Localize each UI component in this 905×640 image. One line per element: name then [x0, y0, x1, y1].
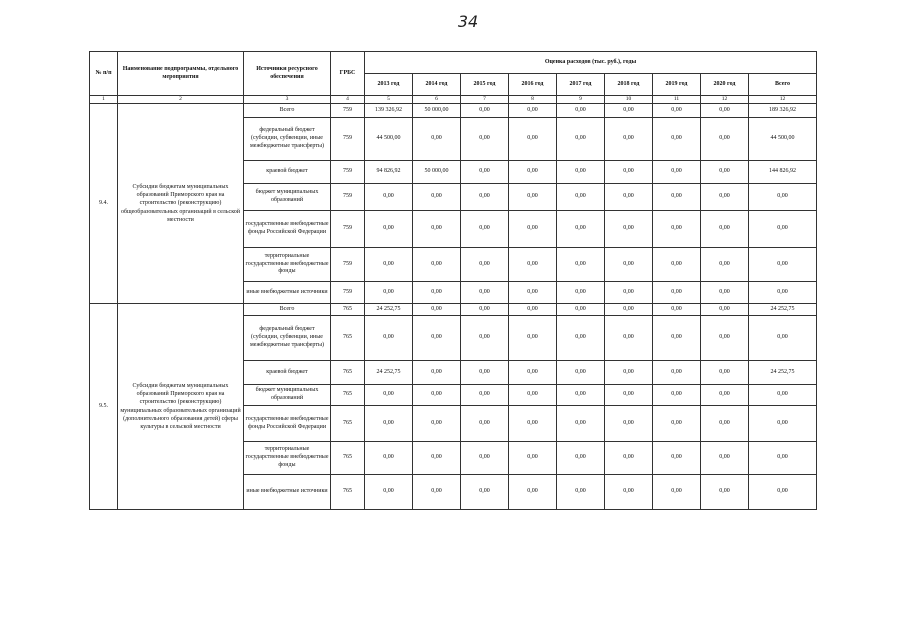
value-cell: 0,00 — [365, 248, 413, 282]
column-number: 7 — [461, 96, 509, 104]
value-cell: 0,00 — [461, 248, 509, 282]
header-num: № п/п — [90, 52, 118, 96]
value-cell: 0,00 — [413, 316, 461, 361]
value-cell: 0,00 — [653, 304, 701, 316]
value-cell: 0,00 — [461, 385, 509, 406]
value-cell: 0,00 — [701, 406, 749, 442]
value-cell: 0,00 — [557, 475, 605, 510]
header-year: 2019 год — [653, 74, 701, 96]
source-cell: иные внебюджетные источники — [244, 282, 331, 304]
value-cell: 0,00 — [653, 442, 701, 475]
value-cell: 0,00 — [413, 248, 461, 282]
value-cell: 0,00 — [605, 248, 653, 282]
value-cell: 0,00 — [365, 442, 413, 475]
value-cell: 0,00 — [413, 184, 461, 211]
value-cell: 24 252,75 — [365, 361, 413, 385]
column-number: 12 — [749, 96, 817, 104]
value-cell: 0,00 — [653, 316, 701, 361]
value-cell: 0,00 — [605, 316, 653, 361]
column-number: 9 — [557, 96, 605, 104]
value-cell: 0,00 — [461, 442, 509, 475]
value-cell: 0,00 — [413, 304, 461, 316]
value-cell: 0,00 — [701, 442, 749, 475]
value-cell: 24 252,75 — [365, 304, 413, 316]
header-year: 2018 год — [605, 74, 653, 96]
source-cell: федеральный бюджет (субсидии, субвенции, иные межбюджетные трансферты) — [244, 118, 331, 161]
value-cell: 0,00 — [461, 211, 509, 248]
source-cell: территориальные государственные внебюджетные фонды — [244, 442, 331, 475]
source-cell: краевой бюджет — [244, 161, 331, 184]
value-cell: 0,00 — [509, 161, 557, 184]
column-number: 4 — [331, 96, 365, 104]
group-number: 9.5. — [90, 304, 118, 510]
value-cell: 0,00 — [365, 385, 413, 406]
value-cell: 0,00 — [509, 475, 557, 510]
value-cell: 0,00 — [557, 361, 605, 385]
value-cell: 0,00 — [605, 385, 653, 406]
header-estimate: Оценка расходов (тыс. руб.), годы — [365, 52, 817, 74]
value-cell: 0,00 — [749, 248, 817, 282]
value-cell: 0,00 — [701, 184, 749, 211]
value-cell: 0,00 — [701, 248, 749, 282]
value-cell: 0,00 — [749, 282, 817, 304]
value-cell: 0,00 — [557, 442, 605, 475]
grbs-cell: 759 — [331, 161, 365, 184]
value-cell: 0,00 — [701, 304, 749, 316]
header-year: 2013 год — [365, 74, 413, 96]
grbs-cell: 765 — [331, 316, 365, 361]
value-cell: 0,00 — [749, 385, 817, 406]
value-cell: 0,00 — [557, 184, 605, 211]
value-cell: 0,00 — [653, 211, 701, 248]
value-cell: 0,00 — [461, 118, 509, 161]
value-cell: 0,00 — [653, 361, 701, 385]
table-row — [90, 104, 817, 118]
value-cell: 0,00 — [749, 316, 817, 361]
value-cell: 0,00 — [749, 184, 817, 211]
header-year: 2016 год — [509, 74, 557, 96]
group-name: Субсидии бюджетам муниципальных образований Приморского края на строительство (реконструкцию) муниципальных образовательных организаций (дополнительного образования детей) сферы культуры в сельской местности — [118, 304, 244, 510]
value-cell: 0,00 — [749, 475, 817, 510]
value-cell: 0,00 — [701, 361, 749, 385]
value-cell: 0,00 — [701, 316, 749, 361]
value-cell: 0,00 — [653, 282, 701, 304]
value-cell: 0,00 — [365, 211, 413, 248]
value-cell: 0,00 — [605, 118, 653, 161]
value-cell: 0,00 — [461, 184, 509, 211]
grbs-cell: 765 — [331, 361, 365, 385]
value-cell: 0,00 — [509, 104, 557, 118]
source-cell: федеральный бюджет (субсидии, субвенции, иные межбюджетные трансферты) — [244, 316, 331, 361]
value-cell: 0,00 — [461, 316, 509, 361]
value-cell: 0,00 — [365, 316, 413, 361]
value-cell: 0,00 — [461, 475, 509, 510]
value-cell: 189 326,92 — [749, 104, 817, 118]
column-numbering-row — [90, 96, 817, 104]
value-cell: 0,00 — [461, 361, 509, 385]
header-year: 2017 год — [557, 74, 605, 96]
value-cell: 0,00 — [365, 282, 413, 304]
header-year: 2020 год — [701, 74, 749, 96]
value-cell: 0,00 — [365, 184, 413, 211]
value-cell: 0,00 — [653, 475, 701, 510]
value-cell: 0,00 — [413, 282, 461, 304]
value-cell: 0,00 — [509, 442, 557, 475]
header-grbs: ГРБС — [331, 52, 365, 96]
column-number: 5 — [365, 96, 413, 104]
grbs-cell: 759 — [331, 211, 365, 248]
column-number: 1 — [90, 96, 118, 104]
page-number: 34 — [457, 12, 479, 31]
header-name: Наименование подпрограммы, отдельного мероприятия — [118, 52, 244, 96]
value-cell: 0,00 — [509, 211, 557, 248]
value-cell: 0,00 — [557, 316, 605, 361]
value-cell: 0,00 — [461, 304, 509, 316]
group-9-4 — [90, 104, 817, 304]
value-cell: 144 826,92 — [749, 161, 817, 184]
grbs-cell: 765 — [331, 406, 365, 442]
header-source: Источники ресурсного обеспечения — [244, 52, 331, 96]
column-number: 11 — [653, 96, 701, 104]
table-row — [90, 304, 817, 316]
value-cell: 0,00 — [461, 161, 509, 184]
value-cell: 0,00 — [605, 104, 653, 118]
table-header — [90, 52, 817, 104]
column-number: 12 — [701, 96, 749, 104]
value-cell: 0,00 — [509, 304, 557, 316]
value-cell: 0,00 — [557, 282, 605, 304]
value-cell: 0,00 — [653, 104, 701, 118]
value-cell: 0,00 — [701, 475, 749, 510]
value-cell: 0,00 — [413, 385, 461, 406]
value-cell: 0,00 — [557, 385, 605, 406]
group-name: Субсидии бюджетам муниципальных образований Приморского края на строительство (реконструкцию) общеобразовательных организаций в сельской местности — [118, 104, 244, 304]
value-cell: 0,00 — [557, 211, 605, 248]
value-cell: 0,00 — [413, 211, 461, 248]
grbs-cell: 765 — [331, 385, 365, 406]
column-number: 8 — [509, 96, 557, 104]
value-cell: 94 826,92 — [365, 161, 413, 184]
value-cell: 0,00 — [509, 118, 557, 161]
value-cell: 0,00 — [701, 385, 749, 406]
header-year: 2015 год — [461, 74, 509, 96]
value-cell: 0,00 — [749, 211, 817, 248]
grbs-cell: 759 — [331, 184, 365, 211]
value-cell: 0,00 — [365, 406, 413, 442]
value-cell: 0,00 — [653, 248, 701, 282]
value-cell: 44 500,00 — [749, 118, 817, 161]
source-cell: иные внебюджетные источники — [244, 475, 331, 510]
value-cell: 0,00 — [701, 118, 749, 161]
value-cell: 0,00 — [557, 104, 605, 118]
value-cell: 0,00 — [701, 282, 749, 304]
header-year: 2014 год — [413, 74, 461, 96]
value-cell: 0,00 — [701, 104, 749, 118]
source-cell: государственные внебюджетные фонды Российской Федерации — [244, 211, 331, 248]
value-cell: 24 252,75 — [749, 361, 817, 385]
value-cell: 0,00 — [509, 248, 557, 282]
source-cell: государственные внебюджетные фонды Российской Федерации — [244, 406, 331, 442]
grbs-cell: 759 — [331, 282, 365, 304]
value-cell: 0,00 — [605, 361, 653, 385]
value-cell: 0,00 — [557, 304, 605, 316]
value-cell: 44 500,00 — [365, 118, 413, 161]
group-number: 9.4. — [90, 104, 118, 304]
value-cell: 0,00 — [653, 385, 701, 406]
value-cell: 50 000,00 — [413, 104, 461, 118]
grbs-cell: 765 — [331, 442, 365, 475]
value-cell: 0,00 — [605, 304, 653, 316]
value-cell: 0,00 — [413, 361, 461, 385]
value-cell: 0,00 — [509, 406, 557, 442]
value-cell: 0,00 — [605, 475, 653, 510]
grbs-cell: 765 — [331, 475, 365, 510]
group-9-5 — [90, 304, 817, 510]
source-cell: бюджет муниципальных образований — [244, 385, 331, 406]
value-cell: 0,00 — [509, 385, 557, 406]
source-cell: бюджет муниципальных образований — [244, 184, 331, 211]
value-cell: 0,00 — [365, 475, 413, 510]
value-cell: 0,00 — [509, 361, 557, 385]
value-cell: 0,00 — [653, 184, 701, 211]
value-cell: 0,00 — [509, 316, 557, 361]
value-cell: 0,00 — [509, 184, 557, 211]
value-cell: 0,00 — [605, 184, 653, 211]
value-cell: 0,00 — [701, 161, 749, 184]
grbs-cell: 759 — [331, 248, 365, 282]
value-cell: 0,00 — [557, 118, 605, 161]
grbs-cell: 759 — [331, 104, 365, 118]
grbs-cell: 765 — [331, 304, 365, 316]
source-cell: Всего — [244, 304, 331, 316]
value-cell: 0,00 — [461, 282, 509, 304]
value-cell: 0,00 — [557, 406, 605, 442]
value-cell: 139 326,92 — [365, 104, 413, 118]
value-cell: 0,00 — [701, 211, 749, 248]
value-cell: 0,00 — [653, 118, 701, 161]
value-cell: 50 000,00 — [413, 161, 461, 184]
value-cell: 0,00 — [605, 282, 653, 304]
value-cell: 0,00 — [749, 406, 817, 442]
value-cell: 0,00 — [461, 406, 509, 442]
budget-table — [89, 51, 817, 510]
value-cell: 0,00 — [413, 475, 461, 510]
column-number: 2 — [118, 96, 244, 104]
value-cell: 0,00 — [413, 442, 461, 475]
value-cell: 0,00 — [605, 442, 653, 475]
value-cell: 0,00 — [413, 406, 461, 442]
value-cell: 0,00 — [605, 161, 653, 184]
value-cell: 24 252,75 — [749, 304, 817, 316]
value-cell: 0,00 — [653, 406, 701, 442]
source-cell: территориальные государственные внебюджетные фонды — [244, 248, 331, 282]
value-cell: 0,00 — [509, 282, 557, 304]
source-cell: Всего — [244, 104, 331, 118]
header-total: Всего — [749, 74, 817, 96]
value-cell: 0,00 — [557, 161, 605, 184]
grbs-cell: 759 — [331, 118, 365, 161]
value-cell: 0,00 — [749, 442, 817, 475]
value-cell: 0,00 — [605, 211, 653, 248]
column-number: 10 — [605, 96, 653, 104]
column-number: 6 — [413, 96, 461, 104]
column-number: 3 — [244, 96, 331, 104]
source-cell: краевой бюджет — [244, 361, 331, 385]
value-cell: 0,00 — [653, 161, 701, 184]
value-cell: 0,00 — [413, 118, 461, 161]
value-cell: 0,00 — [557, 248, 605, 282]
value-cell: 0,00 — [461, 104, 509, 118]
value-cell: 0,00 — [605, 406, 653, 442]
